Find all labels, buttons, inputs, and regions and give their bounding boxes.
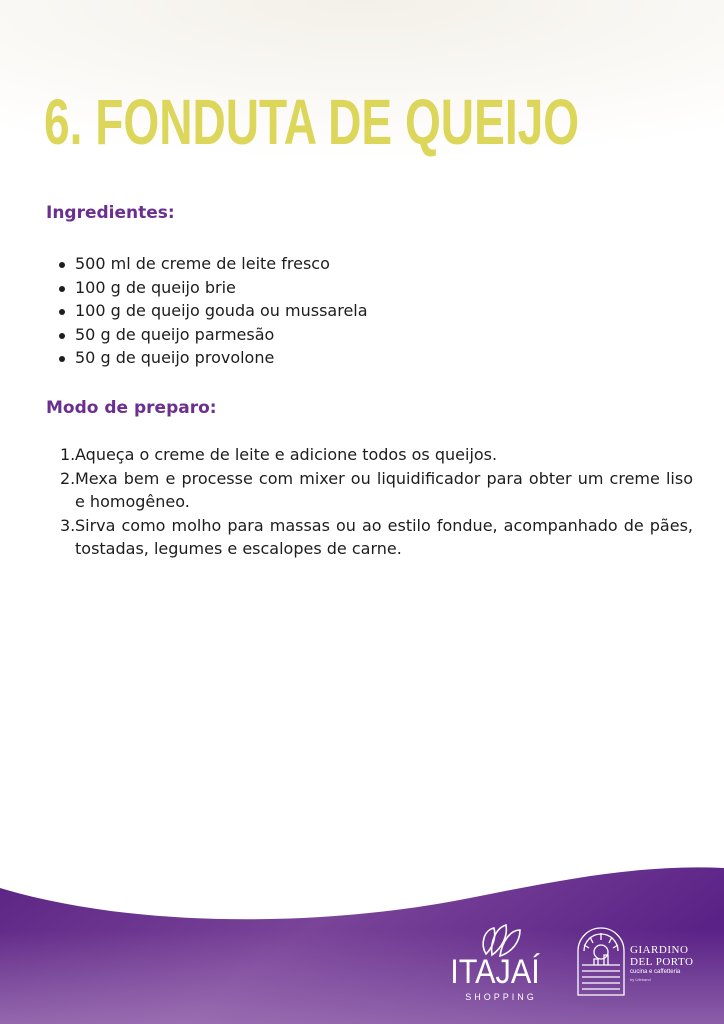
giardino-name: GIARDINO bbox=[630, 944, 689, 956]
giardino-emblem-icon bbox=[574, 925, 628, 997]
giardino-byline: by Lifeband bbox=[630, 977, 651, 982]
step-text: Mexa bem e processe com mixer ou liquidificador para obter um creme liso e homogêneo. bbox=[75, 468, 693, 511]
step-number: 2. bbox=[60, 468, 76, 488]
giardino-name-line2: DEL PORTO bbox=[630, 956, 694, 968]
step-text: Aqueça o creme de leite e adicione todos os queijos. bbox=[75, 445, 498, 464]
ingredient-item: 500 ml de creme de leite fresco bbox=[75, 252, 675, 276]
ingredients-heading: Ingredientes: bbox=[46, 203, 175, 223]
giardino-tagline: cucina e caffetteria bbox=[630, 969, 681, 975]
step-text: Sirva como molho para massas ou ao estilo fondue, acompanhado de pães, tostadas, legumes e escalopes de carne. bbox=[75, 515, 693, 558]
step-number: 3. bbox=[60, 515, 76, 535]
ingredient-item: 100 g de queijo gouda ou mussarela bbox=[75, 299, 675, 323]
ingredient-item: 100 g de queijo brie bbox=[75, 276, 675, 300]
giardino-logo bbox=[630, 944, 693, 984]
ingredients-list bbox=[46, 252, 675, 370]
steps-list bbox=[60, 443, 693, 561]
step-item bbox=[60, 514, 693, 561]
itajai-wordmark: ITAJAÍ bbox=[450, 953, 540, 991]
step-item bbox=[60, 467, 693, 514]
itajai-shopping-logo bbox=[440, 922, 560, 1006]
method-heading: Modo de preparo: bbox=[46, 398, 217, 418]
page-title: 6. FONDUTA DE QUEIJO bbox=[44, 86, 580, 158]
step-item bbox=[60, 443, 693, 467]
step-number: 1. bbox=[60, 445, 76, 464]
itajai-subtitle: SHOPPING bbox=[465, 992, 537, 1002]
ingredient-item: 50 g de queijo parmesão bbox=[75, 323, 675, 347]
ingredient-item: 50 g de queijo provolone bbox=[75, 346, 675, 370]
